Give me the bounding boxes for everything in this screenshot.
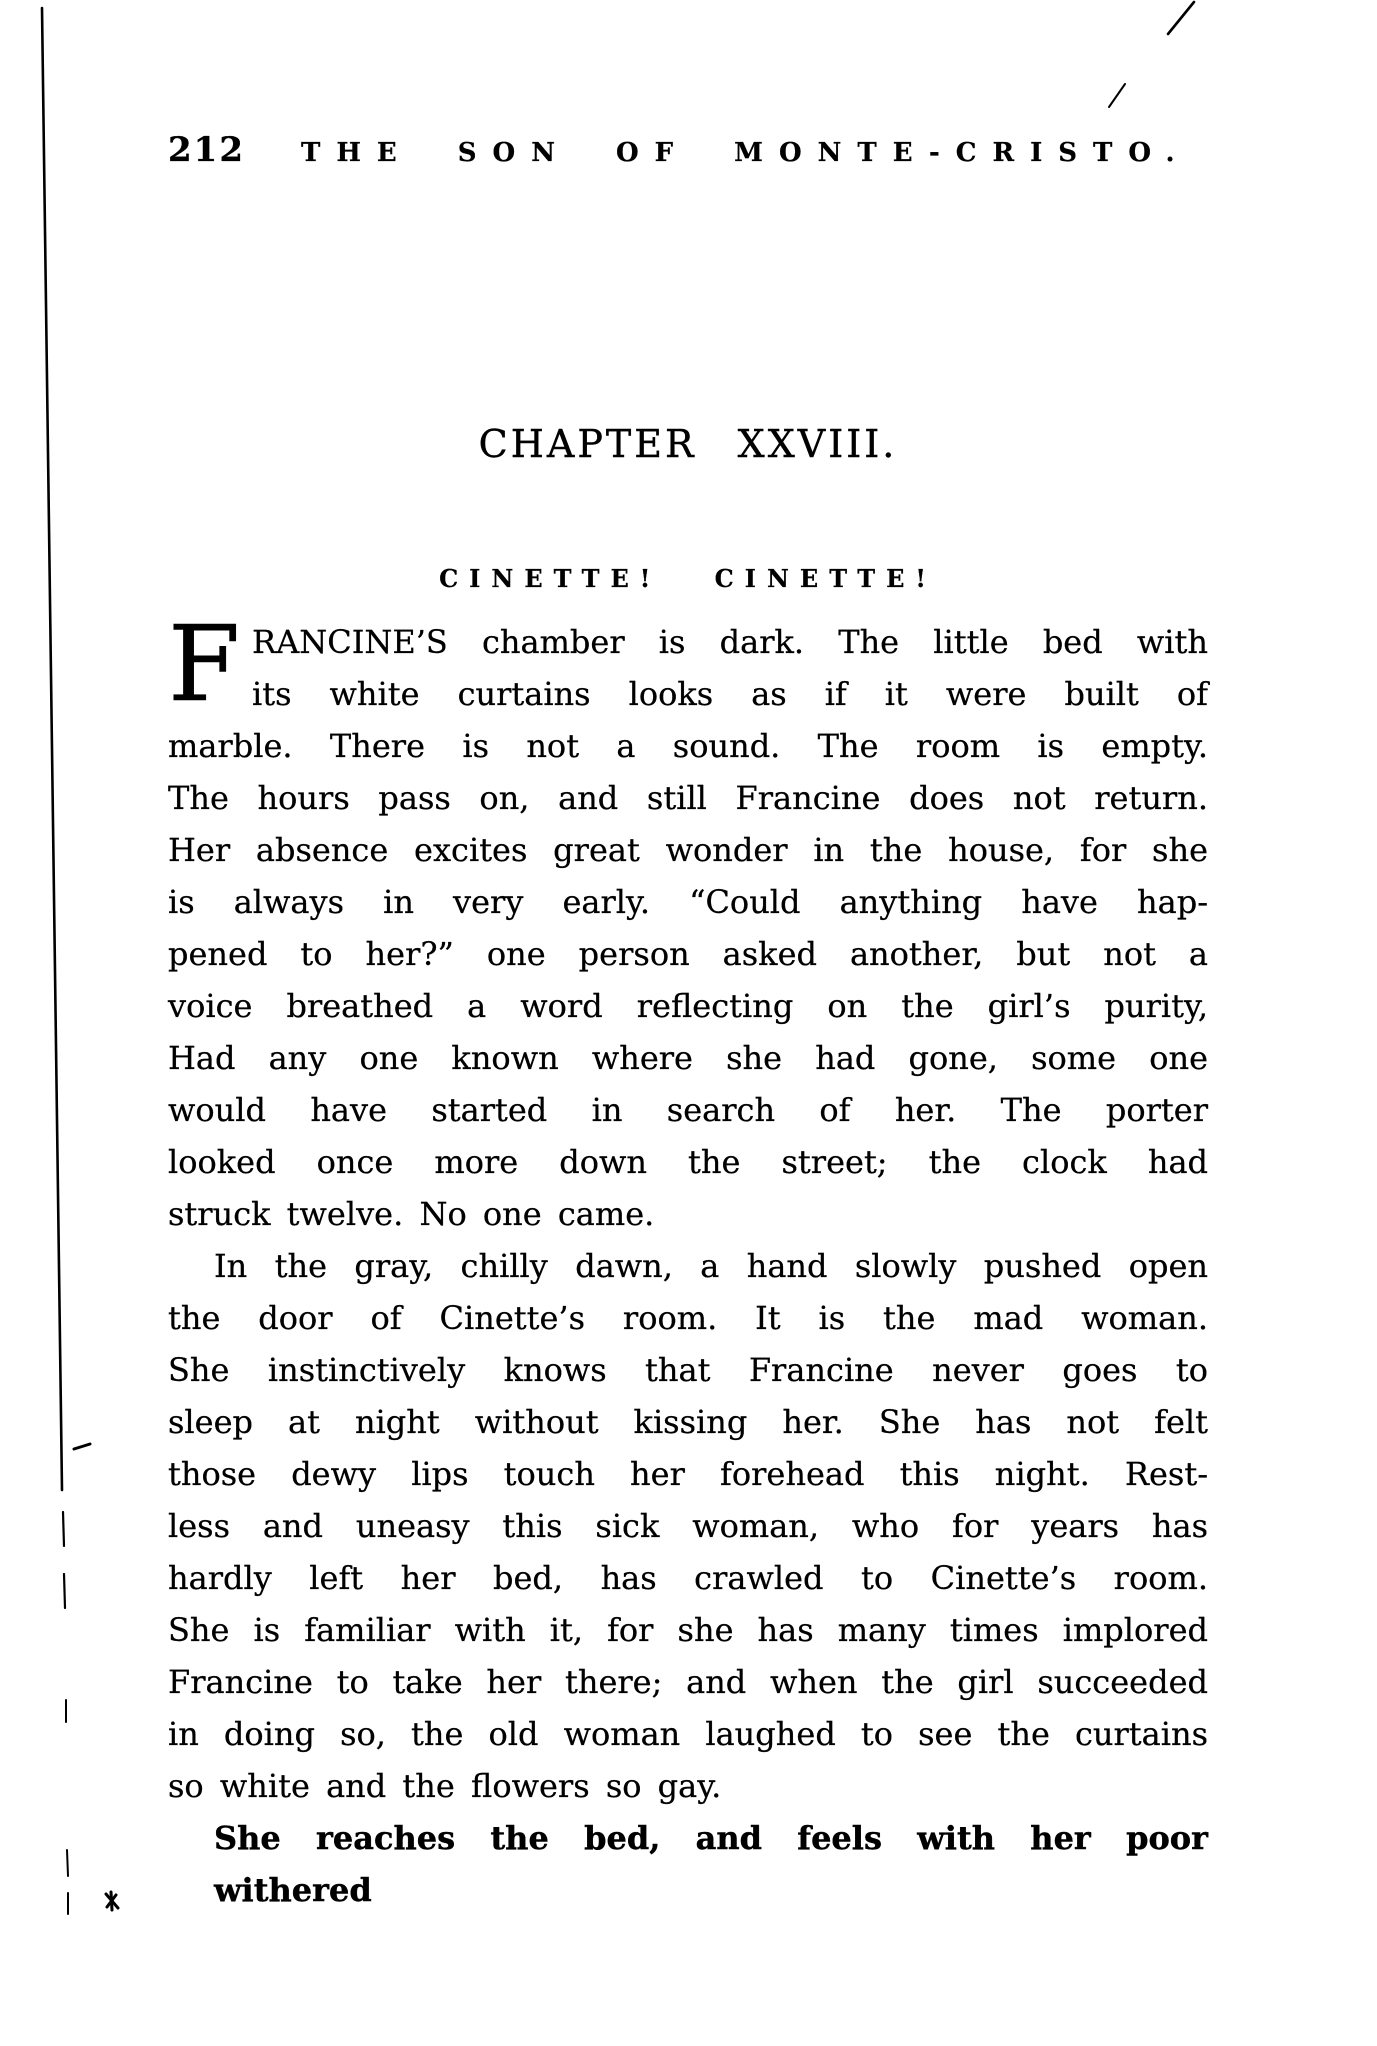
corner-slash-mark — [1168, 2, 1194, 34]
page-header — [168, 130, 1208, 170]
text-line: In the gray, chilly dawn, a hand slowly pushed open — [214, 1247, 1208, 1285]
text-line: sleep at night without kissing her. She has not felt — [168, 1403, 1208, 1441]
corner-slash-mark — [1109, 84, 1125, 107]
chapter-heading: CHAPTER XXVIII. — [478, 422, 898, 466]
text-line: She is familiar with it, for she has many times implored — [168, 1611, 1208, 1649]
text-line: in doing so, the old woman laughed to see the curtains — [168, 1715, 1208, 1753]
text-line: would have started in search of her. The porter — [168, 1091, 1208, 1129]
text-line: Had any one known where she had gone, some one — [168, 1039, 1208, 1077]
paragraph — [168, 1240, 1208, 1812]
running-title: THE SON OF MONTE-CRISTO. — [300, 138, 1191, 168]
text-line: struck twelve. No one came. — [168, 1195, 655, 1233]
text-line: the door of Cinette’s room. It is the mad woman. — [168, 1299, 1208, 1337]
left-rule-dash — [64, 1574, 65, 1608]
left-dash-mark — [74, 1444, 90, 1449]
text-line: looked once more down the street; the clock had — [168, 1143, 1208, 1181]
text-line: RANCINE’S chamber is dark. The little bed with — [252, 623, 1208, 661]
left-rule-mark — [42, 8, 62, 1490]
left-rule-dash — [63, 1512, 64, 1546]
page-number: 212 — [168, 130, 245, 170]
paragraph — [168, 603, 1208, 1240]
text-line: Her absence excites great wonder in the house, for she — [168, 831, 1208, 869]
text-line: is always in very early. “Could anything have hap- — [168, 883, 1208, 921]
text-line: The hours pass on, and still Francine does not return. — [168, 779, 1208, 817]
text-line: She instinctively knows that Francine never goes to — [168, 1351, 1208, 1389]
drop-cap: F — [168, 603, 241, 725]
text-line: Francine to take her there; and when the girl succeeded — [168, 1663, 1208, 1701]
paragraph — [168, 1812, 1208, 1909]
chapter-subtitle: CINETTE! CINETTE! — [439, 564, 937, 593]
text-line: She reaches the bed, and feels with her poor withered — [214, 1819, 1208, 1909]
text-line: hardly left her bed, has crawled to Cinette’s room. — [168, 1559, 1208, 1597]
text-line: pened to her?” one person asked another, but not a — [168, 935, 1208, 973]
left-rule-dash — [67, 1850, 68, 1876]
text-line: its white curtains looks as if it were built of — [252, 675, 1208, 713]
ink-blot — [106, 1892, 118, 1910]
text-line: voice breathed a word reflecting on the girl’s purity, — [168, 987, 1208, 1025]
text-line: less and uneasy this sick woman, who for years has — [168, 1507, 1208, 1545]
text-line: marble. There is not a sound. The room is empty. — [168, 727, 1208, 765]
text-line: those dewy lips touch her forehead this night. Rest- — [168, 1455, 1208, 1493]
text-line: so white and the flowers so gay. — [168, 1767, 722, 1805]
body-text — [168, 603, 1208, 1909]
